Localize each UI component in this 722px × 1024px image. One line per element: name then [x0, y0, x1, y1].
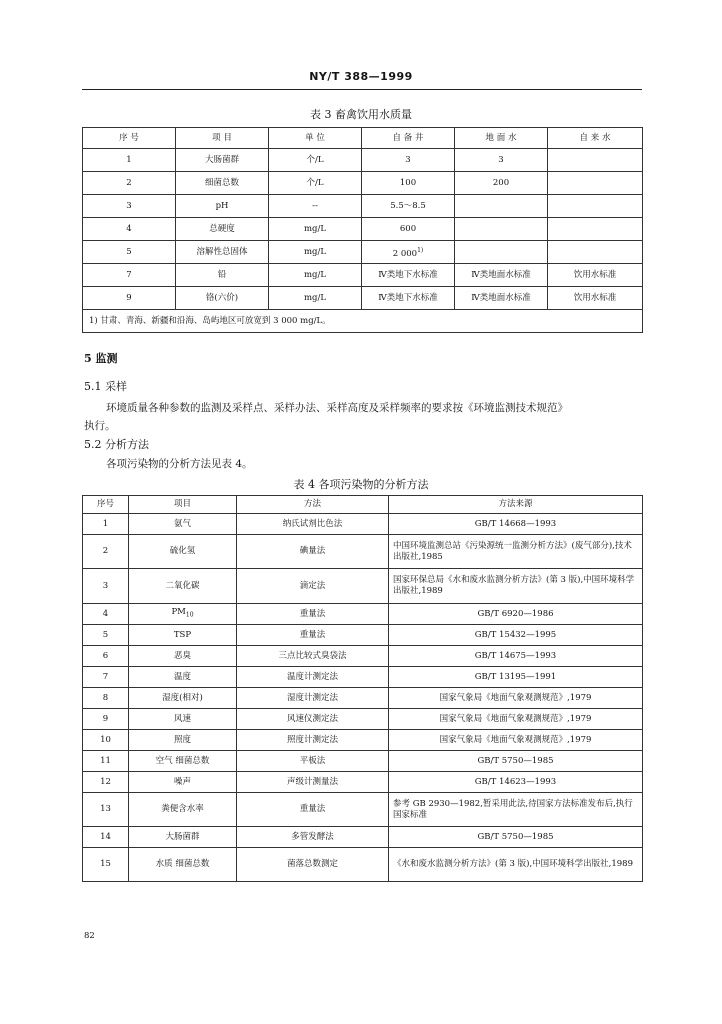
cell-no: 9 — [83, 709, 129, 730]
table-row — [83, 772, 643, 793]
cell-source: GB/T 14675—1993 — [389, 646, 643, 667]
table4-col-header: 方法 — [237, 496, 389, 514]
cell-item: 照度 — [129, 730, 237, 751]
cell-no: 4 — [83, 604, 129, 625]
cell-method: 声级计测量法 — [237, 772, 389, 793]
cell-source: 国家气象局《地面气象观测规范》,1979 — [389, 730, 643, 751]
table-row — [83, 646, 643, 667]
table-row — [83, 172, 643, 195]
cell-source: GB/T 5750—1985 — [389, 751, 643, 772]
cell-no: 7 — [83, 667, 129, 688]
cell-no: 1 — [83, 149, 176, 172]
table-row — [83, 287, 643, 310]
section-5-1-heading: 5.1 采样 — [84, 380, 127, 393]
cell-source: GB/T 13195—1991 — [389, 667, 643, 688]
cell-no: 5 — [83, 625, 129, 646]
cell-no: 10 — [83, 730, 129, 751]
cell-surface — [455, 241, 548, 264]
cell-well: Ⅳ类地下水标准 — [362, 264, 455, 287]
cell-no: 7 — [83, 264, 176, 287]
cell-item: 粪便含水率 — [129, 793, 237, 827]
table4-title: 表 4 各项污染物的分析方法 — [293, 478, 429, 491]
cell-source: GB/T 14623—1993 — [389, 772, 643, 793]
section-5-2-heading: 5.2 分析方法 — [84, 438, 149, 451]
table-row — [83, 149, 643, 172]
cell-no: 13 — [83, 793, 129, 827]
cell-method: 重量法 — [237, 604, 389, 625]
section-5-heading: 5 监测 — [84, 352, 118, 365]
table-row — [83, 848, 643, 882]
cell-source: 国家环保总局《水和废水监测分析方法》(第 3 版),中国环境科学出版社,1989 — [389, 569, 643, 604]
cell-method: 菌落总数测定 — [237, 848, 389, 882]
cell-item: pH — [176, 195, 269, 218]
cell-tap — [548, 149, 643, 172]
table-row — [83, 709, 643, 730]
table4-header-row — [83, 496, 643, 514]
table-row — [83, 514, 643, 535]
cell-well: 600 — [362, 218, 455, 241]
cell-source: GB/T 6920—1986 — [389, 604, 643, 625]
page-header-standard-code: NY/T 388—1999 — [309, 70, 413, 83]
cell-source: 《水和废水监测分析方法》(第 3 版),中国环境科学出版社,1989 — [389, 848, 643, 882]
footnote-ref: 1) — [417, 246, 424, 254]
table-row — [83, 264, 643, 287]
cell-method: 风速仪测定法 — [237, 709, 389, 730]
cell-surface: Ⅳ类地面水标准 — [455, 287, 548, 310]
cell-no: 4 — [83, 218, 176, 241]
cell-no: 8 — [83, 688, 129, 709]
cell-source: 参考 GB 2930—1982,暂采用此法,待国家方法标准发布后,执行国家标准 — [389, 793, 643, 827]
table4-analysis-methods — [82, 495, 643, 882]
table-row — [83, 218, 643, 241]
table3-title: 表 3 畜禽饮用水质量 — [310, 108, 412, 121]
cell-source: GB/T 15432—1995 — [389, 625, 643, 646]
cell-item: 硫化氢 — [129, 535, 237, 569]
cell-well: Ⅳ类地下水标准 — [362, 287, 455, 310]
table-row — [83, 195, 643, 218]
table-row — [83, 667, 643, 688]
cell-tap — [548, 172, 643, 195]
table-row — [83, 625, 643, 646]
cell-no: 9 — [83, 287, 176, 310]
cell-no: 3 — [83, 195, 176, 218]
cell-method: 平板法 — [237, 751, 389, 772]
cell-no: 5 — [83, 241, 176, 264]
table3-header-row — [83, 128, 643, 149]
table-row — [83, 827, 643, 848]
cell-surface: 200 — [455, 172, 548, 195]
cell-method: 照度计测定法 — [237, 730, 389, 751]
table-row — [83, 241, 643, 264]
table-row — [83, 730, 643, 751]
cell-tap: 饮用水标准 — [548, 287, 643, 310]
table3-note-row — [83, 310, 643, 333]
cell-method: 碘量法 — [237, 535, 389, 569]
cell-well: 100 — [362, 172, 455, 195]
cell-item: 铅 — [176, 264, 269, 287]
table4-col-header: 方法来源 — [389, 496, 643, 514]
cell-method: 重量法 — [237, 625, 389, 646]
table3-col-header: 序 号 — [83, 128, 176, 149]
table3-col-header: 自 来 水 — [548, 128, 643, 149]
table3-col-header: 项 目 — [176, 128, 269, 149]
cell-item: 氨气 — [129, 514, 237, 535]
cell-item: 温度 — [129, 667, 237, 688]
cell-source: GB/T 5750—1985 — [389, 827, 643, 848]
header-rule — [82, 89, 642, 90]
cell-method: 温度计测定法 — [237, 667, 389, 688]
cell-surface — [455, 195, 548, 218]
table4-col-header: 项目 — [129, 496, 237, 514]
cell-item: 细菌总数 — [176, 172, 269, 195]
section-5-1-text-line2: 执行。 — [84, 420, 116, 432]
table3-col-header: 自 备 井 — [362, 128, 455, 149]
cell-unit: 个/L — [269, 149, 362, 172]
cell-source: 国家气象局《地面气象观测规范》,1979 — [389, 688, 643, 709]
table4-col-header: 序号 — [83, 496, 129, 514]
table-row — [83, 535, 643, 569]
cell-item: 空气 细菌总数 — [129, 751, 237, 772]
cell-tap — [548, 195, 643, 218]
cell-source: 中国环境监测总站《污染源统一监测分析方法》(废气部分),技术出版社,1985 — [389, 535, 643, 569]
table-row — [83, 688, 643, 709]
cell-no: 11 — [83, 751, 129, 772]
cell-item: 溶解性总固体 — [176, 241, 269, 264]
cell-unit: mg/L — [269, 241, 362, 264]
cell-method: 多管发酵法 — [237, 827, 389, 848]
cell-item: 大肠菌群 — [176, 149, 269, 172]
cell-item: 总硬度 — [176, 218, 269, 241]
table-row — [83, 793, 643, 827]
table3-col-header: 地 面 水 — [455, 128, 548, 149]
cell-source: GB/T 14668—1993 — [389, 514, 643, 535]
cell-item: 风速 — [129, 709, 237, 730]
cell-no: 15 — [83, 848, 129, 882]
section-5-2-text: 各项污染物的分析方法见表 4。 — [106, 458, 253, 470]
section-5-1-text-line1: 环境质量各种参数的监测及采样点、采样办法、采样高度及采样频率的要求按《环境监测技术规范》 — [106, 402, 568, 414]
cell-well-value: 2 000 — [392, 248, 418, 259]
cell-no: 3 — [83, 569, 129, 604]
page-number: 82 — [84, 931, 95, 941]
cell-surface: 3 — [455, 149, 548, 172]
cell-surface: Ⅳ类地面水标准 — [455, 264, 548, 287]
cell-no: 2 — [83, 535, 129, 569]
table3-col-header: 单 位 — [269, 128, 362, 149]
cell-unit: mg/L — [269, 264, 362, 287]
cell-no: 14 — [83, 827, 129, 848]
cell-method: 湿度计测定法 — [237, 688, 389, 709]
cell-item: TSP — [129, 625, 237, 646]
cell-source: 国家气象局《地面气象观测规范》,1979 — [389, 709, 643, 730]
cell-item: 恶臭 — [129, 646, 237, 667]
table-row — [83, 751, 643, 772]
cell-method: 纳氏试剂比色法 — [237, 514, 389, 535]
cell-item — [129, 604, 237, 625]
cell-well — [362, 241, 455, 264]
cell-no: 12 — [83, 772, 129, 793]
cell-no: 2 — [83, 172, 176, 195]
cell-item: 噪声 — [129, 772, 237, 793]
cell-unit: -- — [269, 195, 362, 218]
cell-well: 3 — [362, 149, 455, 172]
cell-item: 大肠菌群 — [129, 827, 237, 848]
cell-surface — [455, 218, 548, 241]
cell-well: 5.5～8.5 — [362, 195, 455, 218]
cell-tap — [548, 218, 643, 241]
table-row — [83, 604, 643, 625]
cell-item-text: PM — [171, 607, 186, 618]
cell-item-subscript: 10 — [185, 611, 194, 619]
cell-no: 6 — [83, 646, 129, 667]
cell-no: 1 — [83, 514, 129, 535]
cell-method: 重量法 — [237, 793, 389, 827]
cell-tap: 饮用水标准 — [548, 264, 643, 287]
cell-tap — [548, 241, 643, 264]
table3-drinking-water-quality — [82, 127, 643, 333]
cell-item: 铬(六价) — [176, 287, 269, 310]
cell-item: 水质 细菌总数 — [129, 848, 237, 882]
cell-method: 三点比较式臭袋法 — [237, 646, 389, 667]
cell-method: 滴定法 — [237, 569, 389, 604]
table3-footnote: 1) 甘肃、青海、新疆和沿海、岛屿地区可放宽到 3 000 mg/L。 — [83, 310, 643, 333]
cell-unit: mg/L — [269, 218, 362, 241]
cell-item: 二氧化碳 — [129, 569, 237, 604]
cell-unit: 个/L — [269, 172, 362, 195]
cell-unit: mg/L — [269, 287, 362, 310]
cell-item: 湿度(相对) — [129, 688, 237, 709]
table-row — [83, 569, 643, 604]
